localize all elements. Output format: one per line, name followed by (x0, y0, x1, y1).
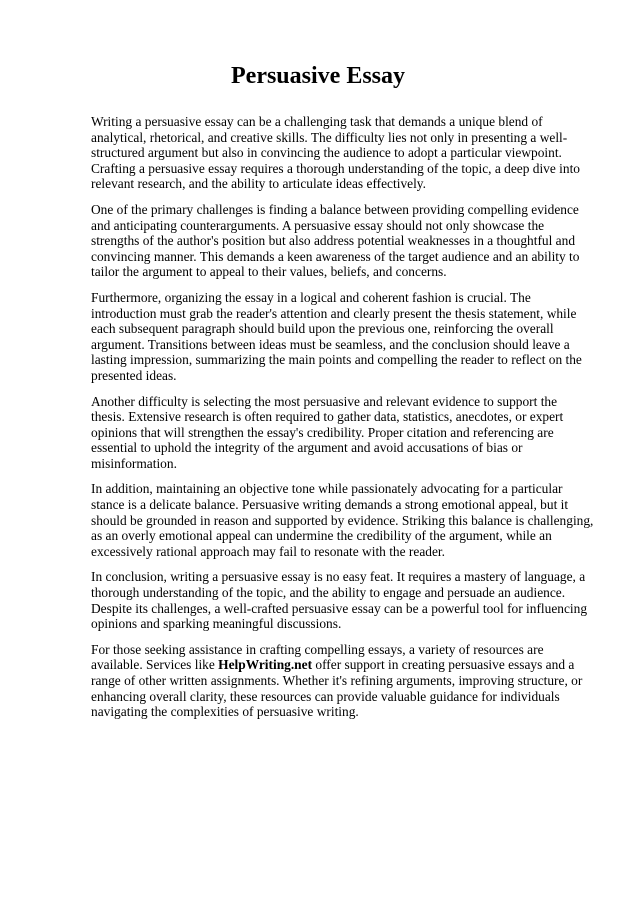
paragraph-conclusion: In conclusion, writing a persuasive essay is no easy feat. It requires a mastery of language, a thorough understanding of the topic, and the ability to engage and persuade an audience. Despite its challenges, a well-crafted persuasive essay can be a powerful tool for influencing opinions and sparking meaningful discussions. (91, 569, 588, 632)
paragraph-resources (91, 642, 594, 720)
paragraph-organization: Furthermore, organizing the essay in a logical and coherent fashion is crucial. The introduction must grab the reader's attention and clearly present the thesis statement, while each subsequent paragraph should build upon the previous one, reinforcing the overall argument. Transitions between ideas must be seamless, and the conclusion should leave a lasting impression, summarizing the main points and compelling the reader to reflect on the presented ideas. (91, 289, 582, 383)
resources-text-after: offer support in creating persuasive essays and a range of other written assignments. Whether it's refining arguments, improving structure, or enhancing overall clarity, these resources can provide valuable guidance for individuals navigating the complexities of persuasive writing. (91, 657, 583, 720)
paragraph-balance: One of the primary challenges is finding a balance between providing compelling evidence and anticipating counterarguments. A persuasive essay should not only showcase the strengths of the author's position but also address potential weaknesses in a thoughtful and convincing manner. This demands a keen awareness of the target audience and an ability to tailor the argument to appeal to their values, beliefs, and concerns. (91, 201, 580, 280)
paragraph-evidence: Another difficulty is selecting the most persuasive and relevant evidence to support the thesis. Extensive research is often required to gather data, statistics, anecdotes, or expert opinions that will strengthen the essay's credibility. Proper citation and referencing are essential to uphold the integrity of the argument and avoid accusations of bias or misinformation. (91, 393, 564, 471)
service-name: HelpWriting.net (218, 657, 313, 673)
paragraph-tone: In addition, maintaining an objective tone while passionately advocating for a particular stance is a delicate balance. Persuasive writing demands a strong emotional appeal, but it should be grounded in reason and supported by evidence. Striking this balance is challenging, as an overly emotional appeal can undermine the credibility of the argument, while an excessively rational approach may fail to resonate with the reader. (91, 481, 594, 559)
resources-text-before: For those seeking assistance in crafting compelling essays, a variety of resources are available. Services like (91, 641, 544, 673)
paragraph-intro: Writing a persuasive essay can be a challenging task that demands a unique blend of analytical, rhetorical, and creative skills. The difficulty lies not only in presenting a well-structured argument but also in convincing the audience to adopt a particular viewpoint. Crafting a persuasive essay requires a thorough understanding of the topic, a deep dive into relevant research, and the ability to articulate ideas effectively. (91, 114, 580, 192)
page-title: Persuasive Essay (231, 63, 405, 89)
